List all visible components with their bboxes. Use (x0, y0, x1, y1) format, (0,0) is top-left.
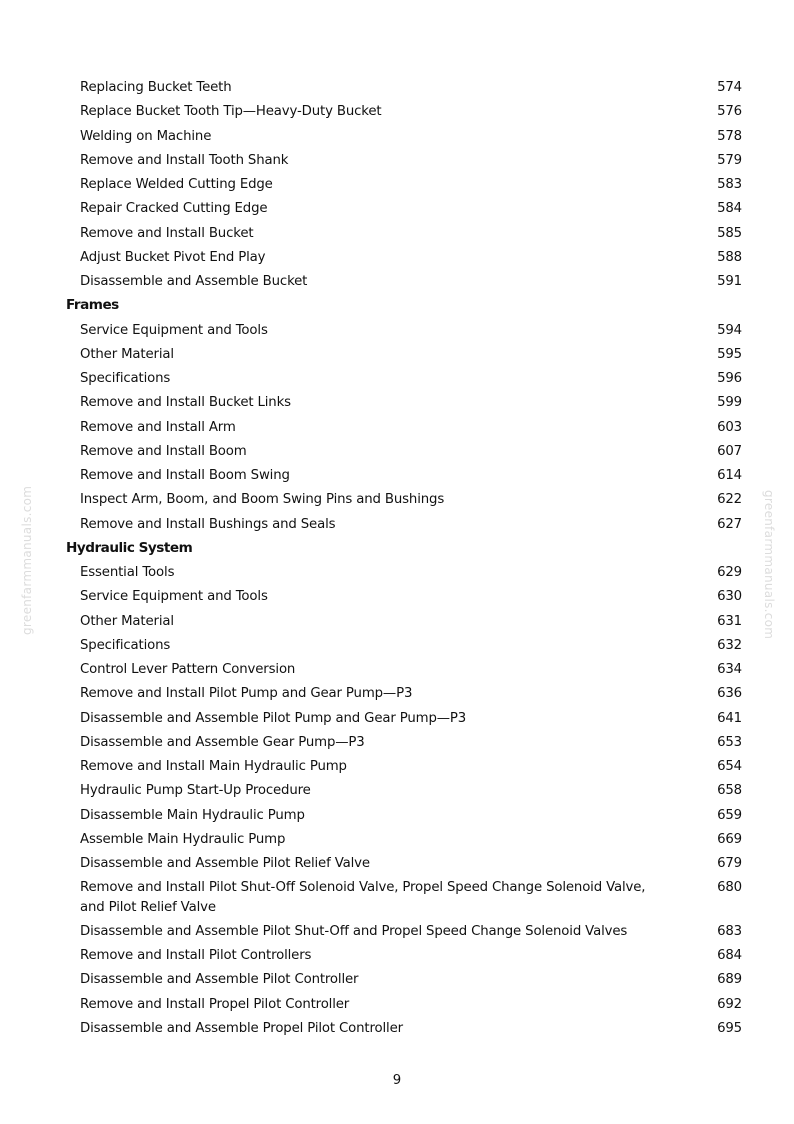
toc-entry-title: Service Equipment and Tools (80, 589, 268, 605)
toc-entry-page: 594 (717, 322, 742, 338)
toc-entry-page: 584 (717, 201, 742, 217)
toc-entry-title: Essential Tools (80, 565, 175, 580)
toc-entry (0, 585, 794, 609)
toc-entry-title: Remove and Install Bushings and Seals (80, 516, 336, 532)
toc-entry (0, 367, 794, 391)
toc-entry (0, 658, 794, 682)
toc-entry (0, 968, 794, 992)
toc-entry (0, 634, 794, 658)
toc-entry-title: Remove and Install Boom (80, 443, 247, 459)
toc-entry (0, 944, 794, 968)
toc-entry (0, 125, 794, 149)
toc-entry-title: Remove and Install Tooth Shank (80, 152, 289, 168)
toc-entry-page: 574 (717, 80, 742, 95)
toc-entry (0, 440, 794, 464)
toc-entry-page: 591 (717, 274, 742, 289)
toc-entry (0, 513, 794, 537)
toc-entry-title: Service Equipment and Tools (80, 322, 268, 338)
toc-entry (0, 319, 794, 343)
toc-entry-page: 630 (717, 589, 742, 605)
toc-entry (0, 464, 794, 488)
toc-entry-page: 627 (717, 516, 742, 532)
toc-entry-title: Disassemble and Assemble Pilot Controller (80, 972, 359, 988)
toc-entry (0, 416, 794, 440)
toc-entry-title: Disassemble and Assemble Gear Pump—P3 (80, 734, 365, 750)
toc-entry-title: Repair Cracked Cutting Edge (80, 201, 268, 217)
toc-entry-title: Disassemble and Assemble Pilot Shut-Off and Propel Speed Change Solenoid Valves (80, 923, 628, 939)
toc-entry-page: 684 (717, 948, 742, 963)
toc-entry-page: 695 (717, 1020, 742, 1036)
toc-entry-page: 576 (717, 104, 742, 120)
toc-entry-page: 585 (717, 225, 742, 241)
toc-entry-title: Remove and Install Bucket Links (80, 395, 291, 411)
toc-entry (0, 755, 794, 779)
toc-entry (0, 610, 794, 634)
toc-entry (0, 876, 794, 920)
toc-entry-page: 692 (717, 996, 742, 1012)
toc-entry-title: Control Lever Pattern Conversion (80, 662, 296, 677)
toc-entry-page: 631 (717, 613, 742, 629)
toc-entry-title: Inspect Arm, Boom, and Boom Swing Pins and Bushings (80, 492, 445, 508)
toc-entry (0, 804, 794, 828)
toc-entry-title: Specifications (80, 637, 171, 653)
toc-entry (0, 1017, 794, 1041)
toc-entry (0, 76, 794, 100)
toc-entry-page: 636 (717, 686, 742, 702)
toc-entry-page: 588 (717, 249, 742, 265)
toc-entry-page: 654 (717, 759, 742, 774)
toc-entry-page: 596 (717, 371, 742, 386)
toc-entry-page: 641 (717, 710, 742, 726)
watermark-left: greenfarmmanuals.com (20, 485, 34, 635)
toc-entry (0, 173, 794, 197)
toc-entry-title: Other Material (80, 346, 174, 362)
toc-entry-page: 583 (717, 177, 742, 192)
toc-entry-page: 679 (717, 856, 742, 871)
toc-entry-page: 622 (717, 492, 742, 508)
toc-entry-page: 680 (717, 880, 742, 896)
toc-entry-page: 669 (717, 831, 742, 847)
toc-entry-title: Replacing Bucket Teeth (80, 80, 232, 95)
toc-entry-title: Remove and Install Bucket (80, 225, 254, 241)
toc-entry-title: Disassemble and Assemble Pilot Relief Valve (80, 856, 370, 871)
toc-entry (0, 731, 794, 755)
toc-entry (0, 779, 794, 803)
toc-entry-page: 634 (717, 662, 742, 677)
toc-entry-title: Disassemble and Assemble Propel Pilot Controller (80, 1020, 403, 1036)
toc-entry-page: 658 (717, 783, 742, 799)
toc-entry-page: 603 (717, 419, 742, 435)
toc-entry (0, 993, 794, 1017)
toc-section-heading (0, 294, 794, 318)
section-title: Frames (66, 297, 119, 314)
table-of-contents (0, 76, 794, 1041)
toc-entry (0, 197, 794, 221)
toc-entry-title: Welding on Machine (80, 128, 212, 144)
toc-entry-page: 629 (717, 565, 742, 580)
toc-entry (0, 100, 794, 124)
toc-entry (0, 707, 794, 731)
toc-entry-page: 614 (717, 468, 742, 483)
toc-entry-title: Disassemble Main Hydraulic Pump (80, 807, 305, 823)
toc-entry (0, 391, 794, 415)
toc-section-heading (0, 537, 794, 561)
toc-entry-page: 689 (717, 972, 742, 988)
section-title: Hydraulic System (66, 539, 193, 556)
toc-entry (0, 149, 794, 173)
toc-entry-title: Other Material (80, 613, 174, 629)
toc-entry-title: Remove and Install Boom Swing (80, 468, 290, 483)
watermark-right: greenfarmmanuals.com (762, 490, 776, 640)
toc-entry-page: 607 (717, 443, 742, 459)
toc-entry-title: Remove and Install Main Hydraulic Pump (80, 759, 347, 774)
toc-entry-title: Replace Welded Cutting Edge (80, 177, 273, 192)
toc-entry (0, 828, 794, 852)
toc-entry-title: Remove and Install Propel Pilot Controller (80, 996, 350, 1012)
toc-entry-page: 578 (717, 128, 742, 144)
toc-entry (0, 343, 794, 367)
toc-entry (0, 488, 794, 512)
toc-entry-title: Replace Bucket Tooth Tip—Heavy-Duty Bucket (80, 104, 382, 120)
toc-entry-title: Remove and Install Pilot Pump and Gear Pump—P3 (80, 686, 413, 702)
toc-entry (0, 852, 794, 876)
toc-entry-page: 632 (717, 637, 742, 653)
toc-entry-title: Remove and Install Arm (80, 419, 236, 435)
toc-entry-title: Adjust Bucket Pivot End Play (80, 249, 266, 265)
toc-entry-title: Remove and Install Pilot Shut-Off Solenoid Valve, Propel Speed Change Solenoid Valve, and Pilot Relief Valve (80, 880, 646, 915)
toc-entry-page: 683 (717, 923, 742, 939)
toc-entry (0, 246, 794, 270)
toc-entry-page: 599 (717, 395, 742, 411)
toc-entry-title: Assemble Main Hydraulic Pump (80, 831, 286, 847)
toc-entry-title: Remove and Install Pilot Controllers (80, 948, 312, 963)
toc-entry (0, 682, 794, 706)
toc-entry-title: Disassemble and Assemble Bucket (80, 274, 308, 289)
toc-entry-page: 579 (717, 152, 742, 168)
toc-entry (0, 920, 794, 944)
toc-entry-page: 659 (717, 807, 742, 823)
toc-entry-page: 595 (717, 346, 742, 362)
page-number: 9 (392, 1073, 402, 1088)
toc-entry-title: Disassemble and Assemble Pilot Pump and Gear Pump—P3 (80, 710, 467, 726)
toc-entry-title: Hydraulic Pump Start-Up Procedure (80, 783, 311, 799)
toc-entry (0, 270, 794, 294)
toc-entry (0, 561, 794, 585)
toc-entry (0, 222, 794, 246)
toc-entry-page: 653 (717, 734, 742, 750)
toc-entry-title: Specifications (80, 371, 171, 386)
